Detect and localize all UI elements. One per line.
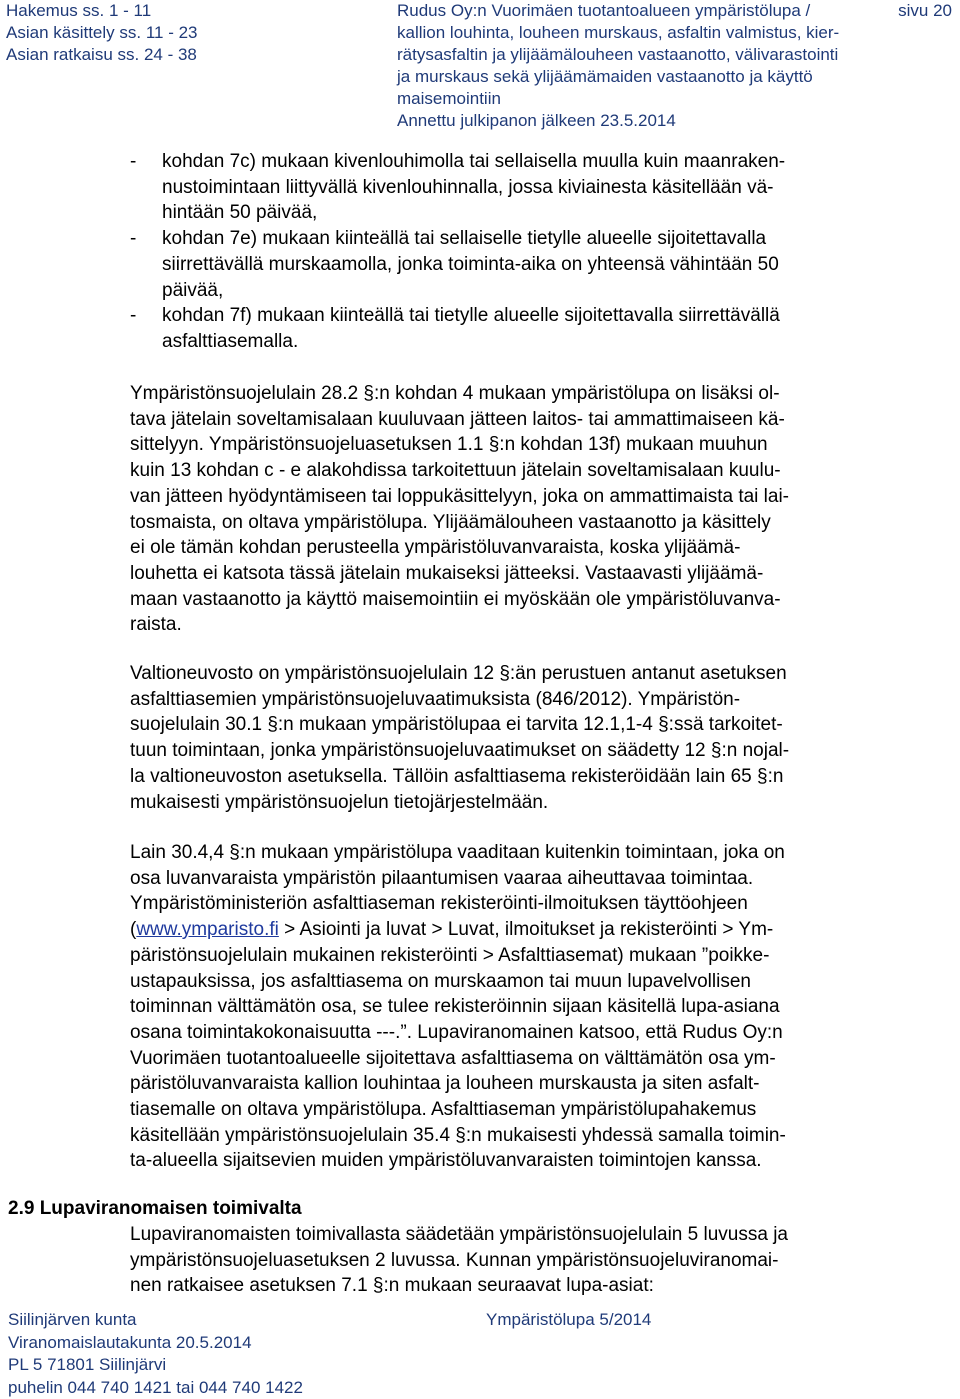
header-title-line: kallion louhinta, louheen murskaus, asfaltin valmistus, kier- xyxy=(397,22,887,44)
paragraph-line: toiminnan välttämätön osa, se tulee rekisteröinnin sijaan käsitellä lupa-asiana xyxy=(130,994,900,1020)
list-item-line: - kohdan 7e) mukaan kiinteällä tai sellaiselle tietylle alueelle sijoitettavalla xyxy=(162,226,910,252)
paragraph-line: van jätteen hyödyntämiseen tai loppukäsittelyyn, joka on ammattimaista tai lai- xyxy=(130,484,900,510)
paragraph-line: la valtioneuvoston asetuksella. Tällöin asfalttiasema rekisteröidään lain 65 §:n xyxy=(130,764,900,790)
paragraph-line: raista. xyxy=(130,612,900,638)
paragraph-line: kuin 13 kohdan c - e alakohdissa tarkoitettuun jätelain soveltamisalaan kuulu- xyxy=(130,458,900,484)
list-item-line: siirrettävällä murskaamolla, jonka toiminta-aika on yhteensä vähintään 50 xyxy=(162,252,910,278)
paragraph-line: Vuorimäen tuotantoalueelle sijoitettava asfalttiasema on välttämätön osa ym- xyxy=(130,1046,900,1072)
footer-line: puhelin 044 740 1421 tai 044 740 1422 xyxy=(8,1377,303,1399)
paragraph-line: Lupaviranomaisten toimivallasta säädetään ympäristönsuojelulain 5 luvussa ja xyxy=(130,1222,900,1248)
paragraph-line: suojelulain 30.1 §:n mukaan ympäristölupaa ei tarvita 12.1,1-4 §:ssä tarkoitet- xyxy=(130,712,900,738)
paragraph-line: mukaisesti ympäristönsuojelun tietojärjestelmään. xyxy=(130,790,900,816)
section-number: 2.9 xyxy=(8,1198,34,1219)
paragraph-line: tava jätelain soveltamisalaan kuuluvaan jätteen laitos- tai ammattimaiseen kä- xyxy=(130,407,900,433)
footer-line: Viranomaislautakunta 20.5.2014 xyxy=(8,1332,303,1355)
paragraph-line: Lain 30.4,4 §:n mukaan ympäristölupa vaaditaan kuitenkin toimintaan, joka on xyxy=(130,840,900,866)
header-issued-date: Annettu julkipanon jälkeen 23.5.2014 xyxy=(397,110,887,132)
header-left-line: Asian käsittely ss. 11 - 23 xyxy=(6,22,246,44)
section-paragraph xyxy=(130,1222,900,1299)
list-item xyxy=(130,303,910,354)
list-item-line: päivää, xyxy=(162,278,910,304)
header-title-line: Rudus Oy:n Vuorimäen tuotantoalueen ympäristölupa / xyxy=(397,0,887,22)
paragraph-line: tiasemalle on oltava ympäristölupa. Asfalttiaseman ympäristölupahakemus xyxy=(130,1097,900,1123)
header-case-sections xyxy=(6,0,246,66)
paragraph-line: päristönsuojelulain mukainen rekisteröinti > Asfalttiasemat) mukaan ”poikke- xyxy=(130,943,900,969)
footer-line: Siilinjärven kunta xyxy=(8,1309,303,1332)
paragraph-line: Valtioneuvosto on ympäristönsuojelulain 12 §:än perustuen antanut asetuksen xyxy=(130,661,900,687)
list-item-line: hintään 50 päivää, xyxy=(162,200,910,226)
header-title-line: ja murskaus sekä ylijäämämaiden vastaanotto ja käyttö xyxy=(397,66,887,88)
section-title: Lupaviranomaisen toimivalta xyxy=(40,1198,302,1219)
section-heading xyxy=(8,1196,302,1222)
paragraph-line: Ympäristöministeriön asfalttiaseman rekisteröinti-ilmoituksen täyttöohjeen xyxy=(130,891,900,917)
header-left-line: Asian ratkaisu ss. 24 - 38 xyxy=(6,44,246,66)
paragraph-line: päristöluvanvaraista kallion louhintaa ja louheen murskausta ja siten asfalt- xyxy=(130,1071,900,1097)
list-item-line: asfalttiasemalla. xyxy=(162,329,910,355)
paragraph-line: maan vastaanotto ja käyttö maisemointiin ei myöskään ole ympäristöluvanva- xyxy=(130,587,900,613)
paragraph-line: louhetta ei katsota tässä jätelain mukaiseksi jätteeksi. Vastaavasti ylijäämä- xyxy=(130,561,900,587)
paragraph-line: ustapauksissa, jos asfalttiasema on murskaamon tai muun lupavelvollisen xyxy=(130,969,900,995)
ymparisto-link[interactable]: www.ymparisto.fi xyxy=(136,919,279,940)
footer-permit-number: Ympäristölupa 5/2014 xyxy=(486,1309,651,1332)
paragraph-line: ei ole tämän kohdan perusteella ympäristöluvanvaraista, koska ylijäämä- xyxy=(130,535,900,561)
list-item-line: - kohdan 7f) mukaan kiinteällä tai tietylle alueelle sijoitettavalla siirrettävällä xyxy=(162,303,910,329)
page-number: sivu 20 xyxy=(898,0,952,22)
paragraph-line: tosmaista, on oltava ympäristölupa. Ylijäämälouheen vastaanotto ja käsittely xyxy=(130,510,900,536)
paragraph-line: sittelyyn. Ympäristönsuojeluasetuksen 1.1 §:n kohdan 13f) mukaan muuhun xyxy=(130,432,900,458)
paragraph-line: ympäristönsuojeluasetuksen 2 luvussa. Kunnan ympäristönsuojeluviranomai- xyxy=(130,1248,900,1274)
paragraph-line: osana toimintakokonaisuutta ---.”. Lupaviranomainen katsoo, että Rudus Oy:n xyxy=(130,1020,900,1046)
paragraph-line: nen ratkaisee asetuksen 7.1 §:n mukaan seuraavat lupa-asiat: xyxy=(130,1273,900,1299)
paragraph-asphalt-decree xyxy=(130,661,900,815)
list-item xyxy=(130,226,910,303)
header-left-line: Hakemus ss. 1 - 11 xyxy=(6,0,246,22)
link-suffix: > Asiointi ja luvat > Luvat, ilmoitukset ja rekisteröinti > Ym- xyxy=(279,919,773,940)
permit-criteria-list xyxy=(130,149,910,355)
header-title-line: maisemointiin xyxy=(397,88,887,110)
paragraph-registration-exception xyxy=(130,840,900,1174)
paragraph-line: osa luvanvaraista ympäristön pilaantumisen vaaraa aiheuttavaa toimintaa. xyxy=(130,866,900,892)
header-document-title xyxy=(397,0,887,132)
list-item xyxy=(130,149,910,226)
header-title-line: rätysasfaltin ja ylijäämälouheen vastaanotto, välivarastointi xyxy=(397,44,887,66)
list-item-line: nustoimintaan liittyvällä kivenlouhinnalla, jossa kiviainesta käsitellään vä- xyxy=(162,175,910,201)
paragraph-line: käsitellään ympäristönsuojelulain 35.4 §:n mukaisesti yhdessä samalla toimin- xyxy=(130,1123,900,1149)
footer-contact xyxy=(8,1309,303,1399)
list-item-line: - kohdan 7c) mukaan kivenlouhimolla tai sellaisella muulla kuin maanraken- xyxy=(162,149,910,175)
paragraph-line: asfalttiasemien ympäristönsuojeluvaatimuksista (846/2012). Ympäristön- xyxy=(130,687,900,713)
paragraph-line: tuun toimintaan, jonka ympäristönsuojeluvaatimukset on säädetty 12 §:n nojal- xyxy=(130,738,900,764)
paragraph-line: Ympäristönsuojelulain 28.2 §:n kohdan 4 mukaan ympäristölupa on lisäksi ol- xyxy=(130,381,900,407)
link-prefix: ( xyxy=(130,919,136,940)
paragraph-waste-law xyxy=(130,381,900,638)
footer-line: PL 5 71801 Siilinjärvi xyxy=(8,1354,303,1377)
paragraph-line: ta-alueella sijaitsevien muiden ympäristöluvanvaraisten toimintojen kanssa. xyxy=(130,1148,900,1174)
paragraph-line xyxy=(130,917,900,943)
